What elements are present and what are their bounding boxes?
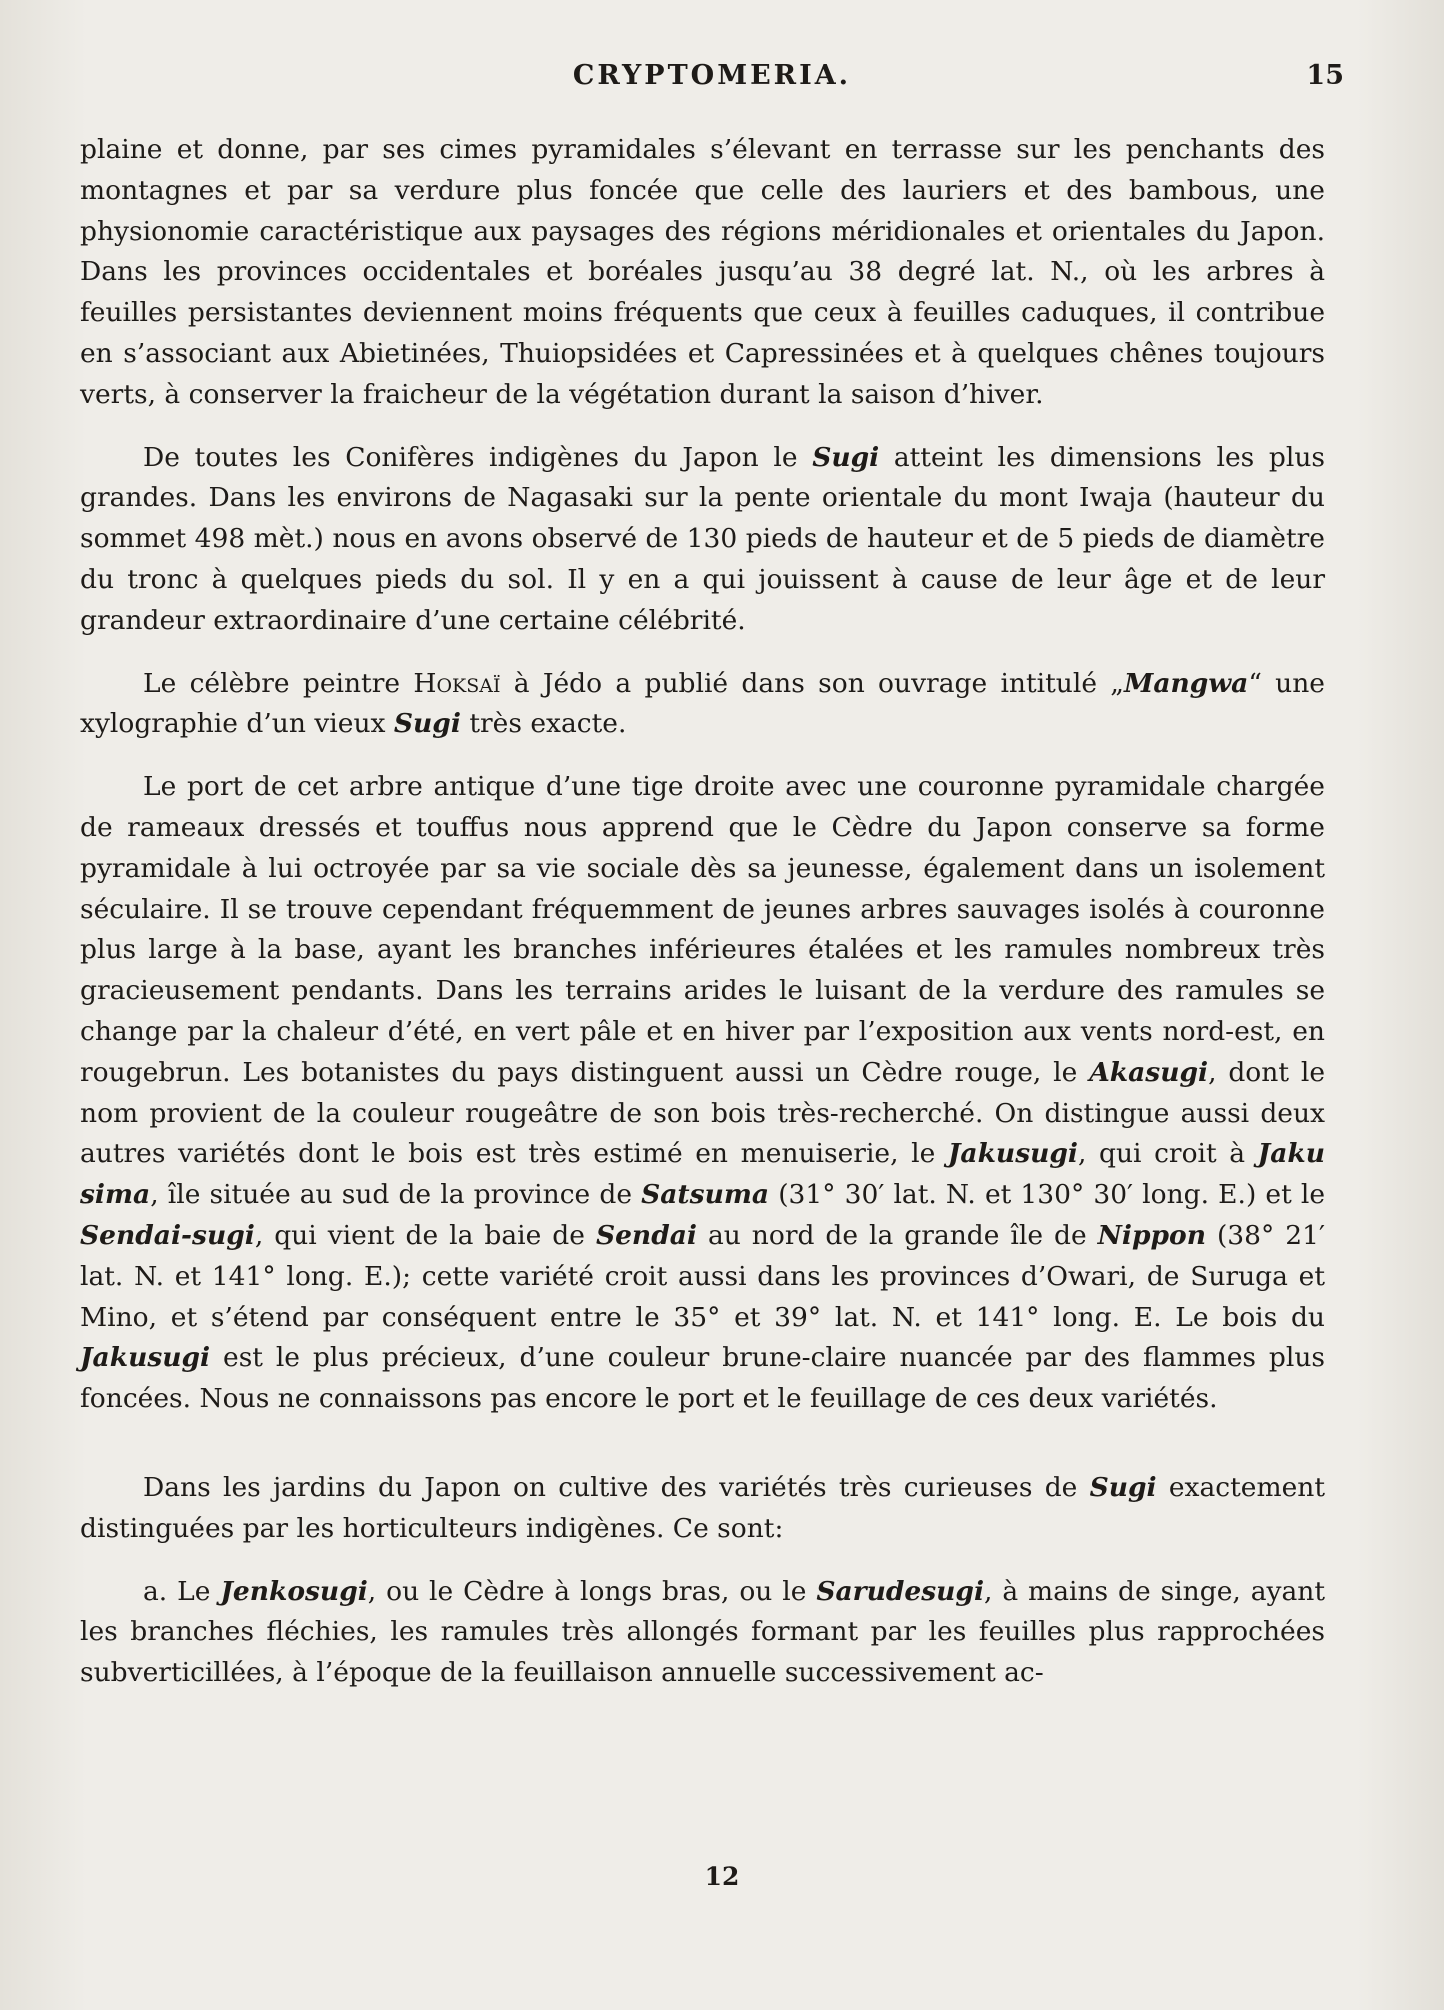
work-title: Mangwa: [1124, 667, 1249, 699]
paragraph-4: Le port de cet arbre antique d’une tige droite avec une couronne pyramidale chargée de rameaux dressés et touffus nous apprend que le Cèdre du Japon conserve sa forme pyramidale à lui octroyée par sa vie sociale dès sa jeunesse, également dans un isolement séculaire. Il se trouve cependant fréquemment de jeunes arbres sauvages isolés à couronne plus large à la base, ayant les branches inférieures étalées et les ramules nombreux très gracieusement pendants. Dans les terrains arides le luisant de la verdure des ramules se change par la chaleur d’été, en vert pâle et en hiver par l’exposition aux vents nord-est, en rougebrun. Les botanistes du pays distinguent aussi un Cèdre rouge, le Akasugi, dont le nom provient de la couleur rougeâtre de son bois très-recherché. On distingue aussi deux autres variétés dont le bois est très estimé en menuiserie, le Jakusugi, qui croit à Jaku sima, île située au sud de la province de Satsuma (31° 30′ lat. N. et 130° 30′ long. E.) et le Sendai-sugi, qui vient de la baie de Sendai au nord de la grande île de Nippon (38° 21′ lat. N. et 141° long. E.); cette variété croit aussi dans les provinces d’Owari, de Suruga et Mino, et s’étend par conséquent entre le 35° et 39° lat. N. et 141° long. E. Le bois du Jakusugi est le plus précieux, d’une couleur brune-claire nuancée par des flammes plus foncées. Nous ne connaissons pas encore le port et le feuillage de ces deux variétés.: [80, 771, 1325, 1415]
variety-name: Jakusugi: [947, 1138, 1078, 1170]
species-name: Sugi: [812, 441, 880, 473]
page-header: [80, 60, 1344, 100]
place-name: Sendai: [595, 1219, 697, 1251]
paragraph-6: a. Le Jenkosugi, ou le Cèdre à longs bras, ou le Sarudesugi, à mains de singe, ayant les branches fléchies, les ramules très allongés formant par les feuilles plus rapprochées subverticillées, à l’époque de la feuillaison annuelle successivement ac-: [80, 1575, 1325, 1689]
paragraph-2: De toutes les Conifères indigènes du Japon le Sugi atteint les dimensions les plus grandes. Dans les environs de Nagasaki sur la pente orientale du mont Iwaja (hauteur du sommet 498 mèt.) nous en avons observé de 130 pieds de hauteur et de 5 pieds de diamètre du tronc à quelques pieds du sol. Il y en a qui jouissent à cause de leur âge et de leur grandeur extraordinaire d’une certaine célébrité.: [80, 441, 1325, 636]
paragraph-3: Le célèbre peintre Hoksaï à Jédo a publié dans son ouvrage intitulé „Mangwa“ une xylographie d’un vieux Sugi très exacte.: [80, 667, 1325, 740]
running-title: CRYPTOMERIA.: [572, 60, 852, 91]
page-number: 15: [1306, 60, 1344, 91]
variety-name: Sarudesugi: [816, 1575, 985, 1607]
place-name: Nippon: [1097, 1219, 1206, 1251]
species-name: Sugi: [393, 708, 461, 740]
artist-name: Hoksaï: [413, 667, 501, 699]
body-text: [80, 130, 1325, 1716]
signature-mark: 12: [704, 1862, 740, 1891]
variety-name: Sendai-sugi: [80, 1219, 255, 1251]
variety-name: Jakusugi: [80, 1342, 211, 1374]
species-name: Sugi: [1089, 1471, 1157, 1503]
paragraph-1: plaine et donne, par ses cimes pyramidales s’élevant en terrasse sur les penchants des montagnes et par sa verdure plus foncée que celle des lauriers et des bambous, une physionomie caractéristique aux paysages des régions méridionales et orientales du Japon. Dans les provinces occidentales et boréales jusqu’au 38 degré lat. N., où les arbres à feuilles persistantes deviennent moins fréquents que ceux à feuilles caduques, il contribue en s’associant aux Abietinées, Thuiopsidées et Capressinées et à quelques chênes toujours verts, à conserver la fraicheur de la végétation durant la saison d’hiver.: [80, 134, 1325, 410]
paragraph-5: Dans les jardins du Japon on cultive des variétés très curieuses de Sugi exactement distinguées par les horticulteurs indigènes. Ce sont:: [80, 1471, 1325, 1544]
variety-name: Jenkosugi: [220, 1575, 368, 1607]
place-name: Satsuma: [641, 1179, 770, 1211]
variety-name: Akasugi: [1089, 1056, 1209, 1088]
place-name: Jaku sima: [80, 1138, 1325, 1211]
